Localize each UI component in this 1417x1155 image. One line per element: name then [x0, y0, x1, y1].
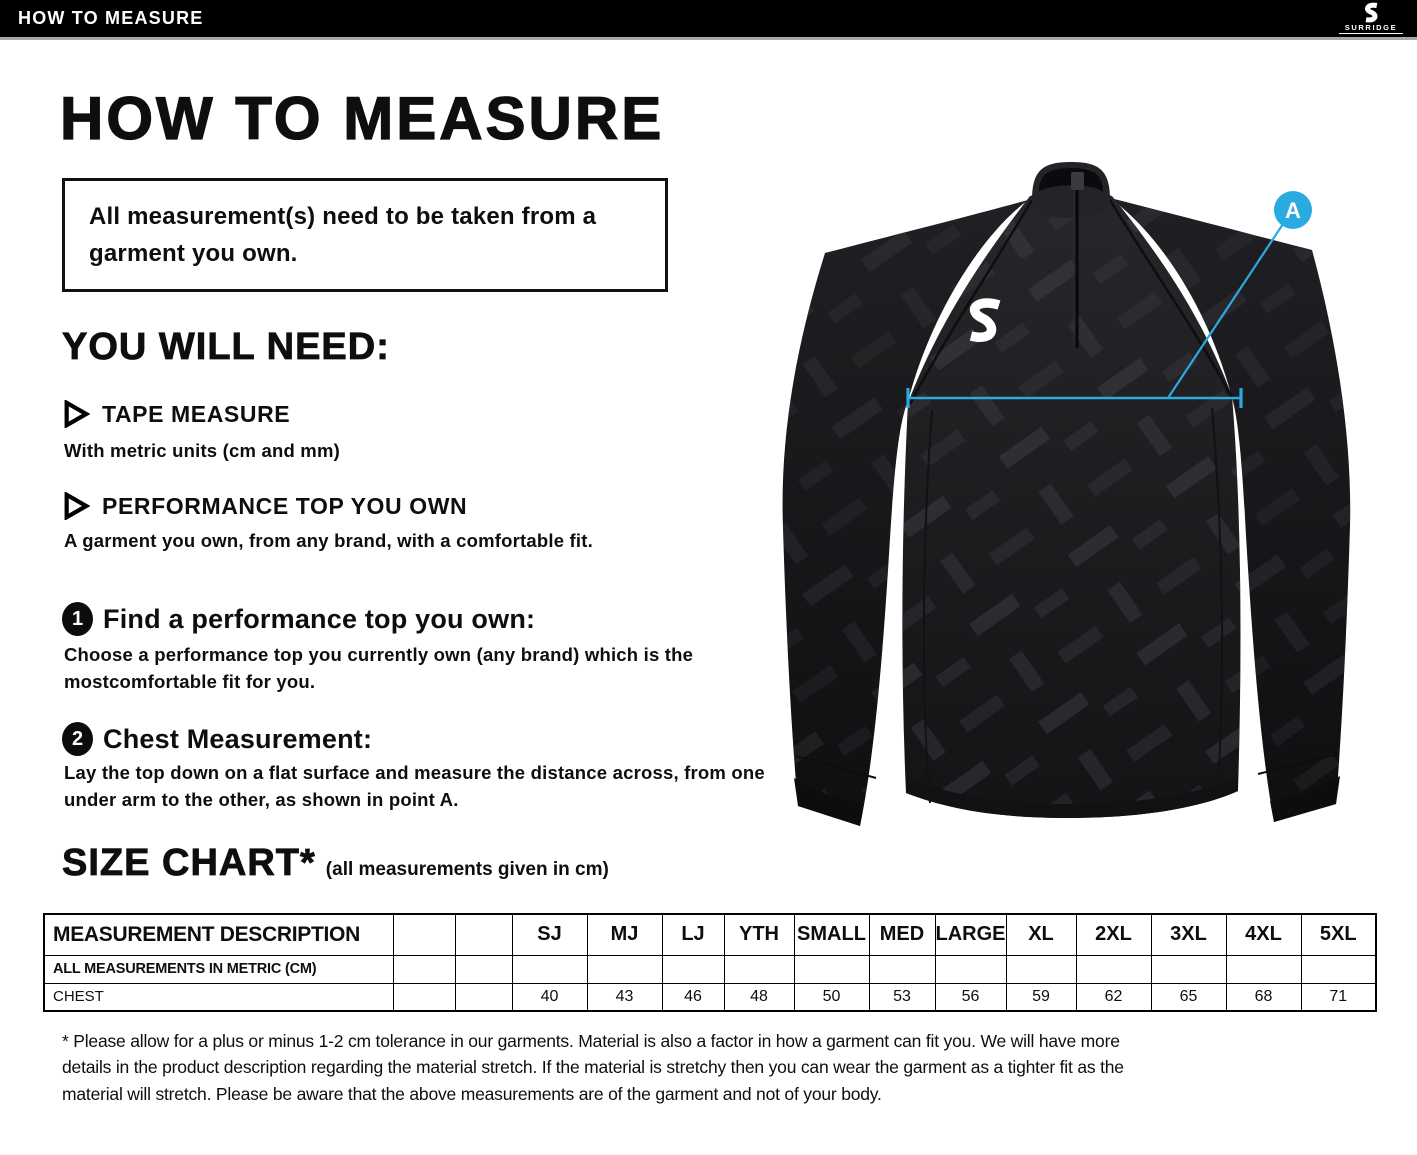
column-header: LJ	[662, 914, 724, 955]
table-cell: 46	[662, 983, 724, 1011]
table-cell-empty	[455, 955, 512, 983]
surridge-logo	[1339, 2, 1403, 34]
triangle-bullet-icon	[62, 400, 90, 428]
top-bar	[0, 0, 1417, 37]
table-cell-empty	[587, 955, 662, 983]
table-cell: 65	[1151, 983, 1226, 1011]
step-1-number-badge: 1	[62, 602, 93, 636]
table-cell: 48	[724, 983, 794, 1011]
table-cell-empty	[1151, 955, 1226, 983]
row-label: CHEST	[44, 983, 393, 1011]
column-header: MEASUREMENT DESCRIPTION	[44, 914, 393, 955]
table-row-metric-note	[44, 955, 1376, 983]
table-cell-empty	[393, 983, 455, 1011]
step-1	[62, 602, 535, 636]
need-item-title: TAPE MEASURE	[102, 400, 291, 427]
column-header: 4XL	[1226, 914, 1301, 955]
need-item-title: PERFORMANCE TOP YOU OWN	[102, 492, 468, 519]
table-cell: 43	[587, 983, 662, 1011]
point-a-label: A	[1285, 198, 1301, 223]
table-cell-empty	[512, 955, 587, 983]
column-header: SMALL	[794, 914, 869, 955]
column-header: YTH	[724, 914, 794, 955]
you-will-need-heading: YOU WILL NEED:	[62, 326, 390, 368]
step-2-number-badge: 2	[62, 722, 93, 756]
table-cell-empty	[794, 955, 869, 983]
table-cell-empty	[1301, 955, 1376, 983]
table-cell-empty	[869, 955, 935, 983]
notice-box: All measurement(s) need to be taken from a garment you own.	[62, 178, 668, 292]
column-header: 2XL	[1076, 914, 1151, 955]
column-header: 5XL	[1301, 914, 1376, 955]
zip-pull	[1071, 172, 1084, 190]
tolerance-footnote: * Please allow for a plus or minus 1-2 cm tolerance in our garments. Material is also a factor in how a garment can fit you. We will have more details in the product description regarding the material stretch. If the material is stretchy then you can wear the garment as a tighter fit as the material will stretch. Please be aware that the above measurements are of the garment and not of your body.	[62, 1031, 1124, 1104]
step-1-desc: Choose a performance top you currently own (any brand) which is the mostcomfortable fit for you.	[64, 644, 694, 692]
column-header: MED	[869, 914, 935, 955]
step-2	[62, 722, 372, 756]
top-bar-title: HOW TO MEASURE	[18, 8, 204, 28]
table-cell-empty	[455, 983, 512, 1011]
column-header: LARGE	[935, 914, 1006, 955]
table-cell: 56	[935, 983, 1006, 1011]
row-label: ALL MEASUREMENTS IN METRIC (CM)	[44, 955, 393, 983]
column-header: MJ	[587, 914, 662, 955]
column-header-empty	[455, 914, 512, 955]
table-cell: 62	[1076, 983, 1151, 1011]
need-item-performance-top	[62, 492, 467, 520]
garment-figure	[780, 158, 1355, 848]
need-item-desc: A garment you own, from any brand, with a comfortable fit.	[64, 530, 593, 551]
table-cell: 53	[869, 983, 935, 1011]
table-cell-empty	[662, 955, 724, 983]
triangle-bullet-icon	[62, 492, 90, 520]
table-cell: 71	[1301, 983, 1376, 1011]
need-item-desc: With metric units (cm and mm)	[64, 440, 340, 461]
divider	[0, 37, 1417, 40]
table-cell: 68	[1226, 983, 1301, 1011]
step-1-title: Find a performance top you own:	[103, 603, 536, 634]
table-cell-empty	[1006, 955, 1076, 983]
table-cell: 50	[794, 983, 869, 1011]
page-title: HOW TO MEASURE	[60, 85, 665, 152]
size-chart-heading	[62, 842, 609, 885]
step-2-title: Chest Measurement:	[103, 723, 373, 754]
column-header: 3XL	[1151, 914, 1226, 955]
size-chart-table	[43, 913, 1377, 1012]
surridge-wordmark: SURRIDGE	[1339, 23, 1403, 34]
table-cell: 40	[512, 983, 587, 1011]
table-cell-empty	[935, 955, 1006, 983]
column-header-empty	[393, 914, 455, 955]
column-header: XL	[1006, 914, 1076, 955]
table-cell-empty	[1226, 955, 1301, 983]
column-header: SJ	[512, 914, 587, 955]
size-chart-subtitle: (all measurements given in cm)	[325, 859, 609, 880]
table-cell-empty	[724, 955, 794, 983]
step-2-desc: Lay the top down on a flat surface and measure the distance across, from one under arm to the other, as shown in point A.	[64, 762, 765, 810]
table-cell-empty	[1076, 955, 1151, 983]
table-header-row	[44, 914, 1376, 955]
table-row-chest	[44, 983, 1376, 1011]
table-cell-empty	[393, 955, 455, 983]
need-item-tape-measure	[62, 400, 290, 428]
table-cell: 59	[1006, 983, 1076, 1011]
size-chart-title: SIZE CHART*	[62, 842, 316, 884]
surridge-s-icon	[1361, 2, 1381, 24]
